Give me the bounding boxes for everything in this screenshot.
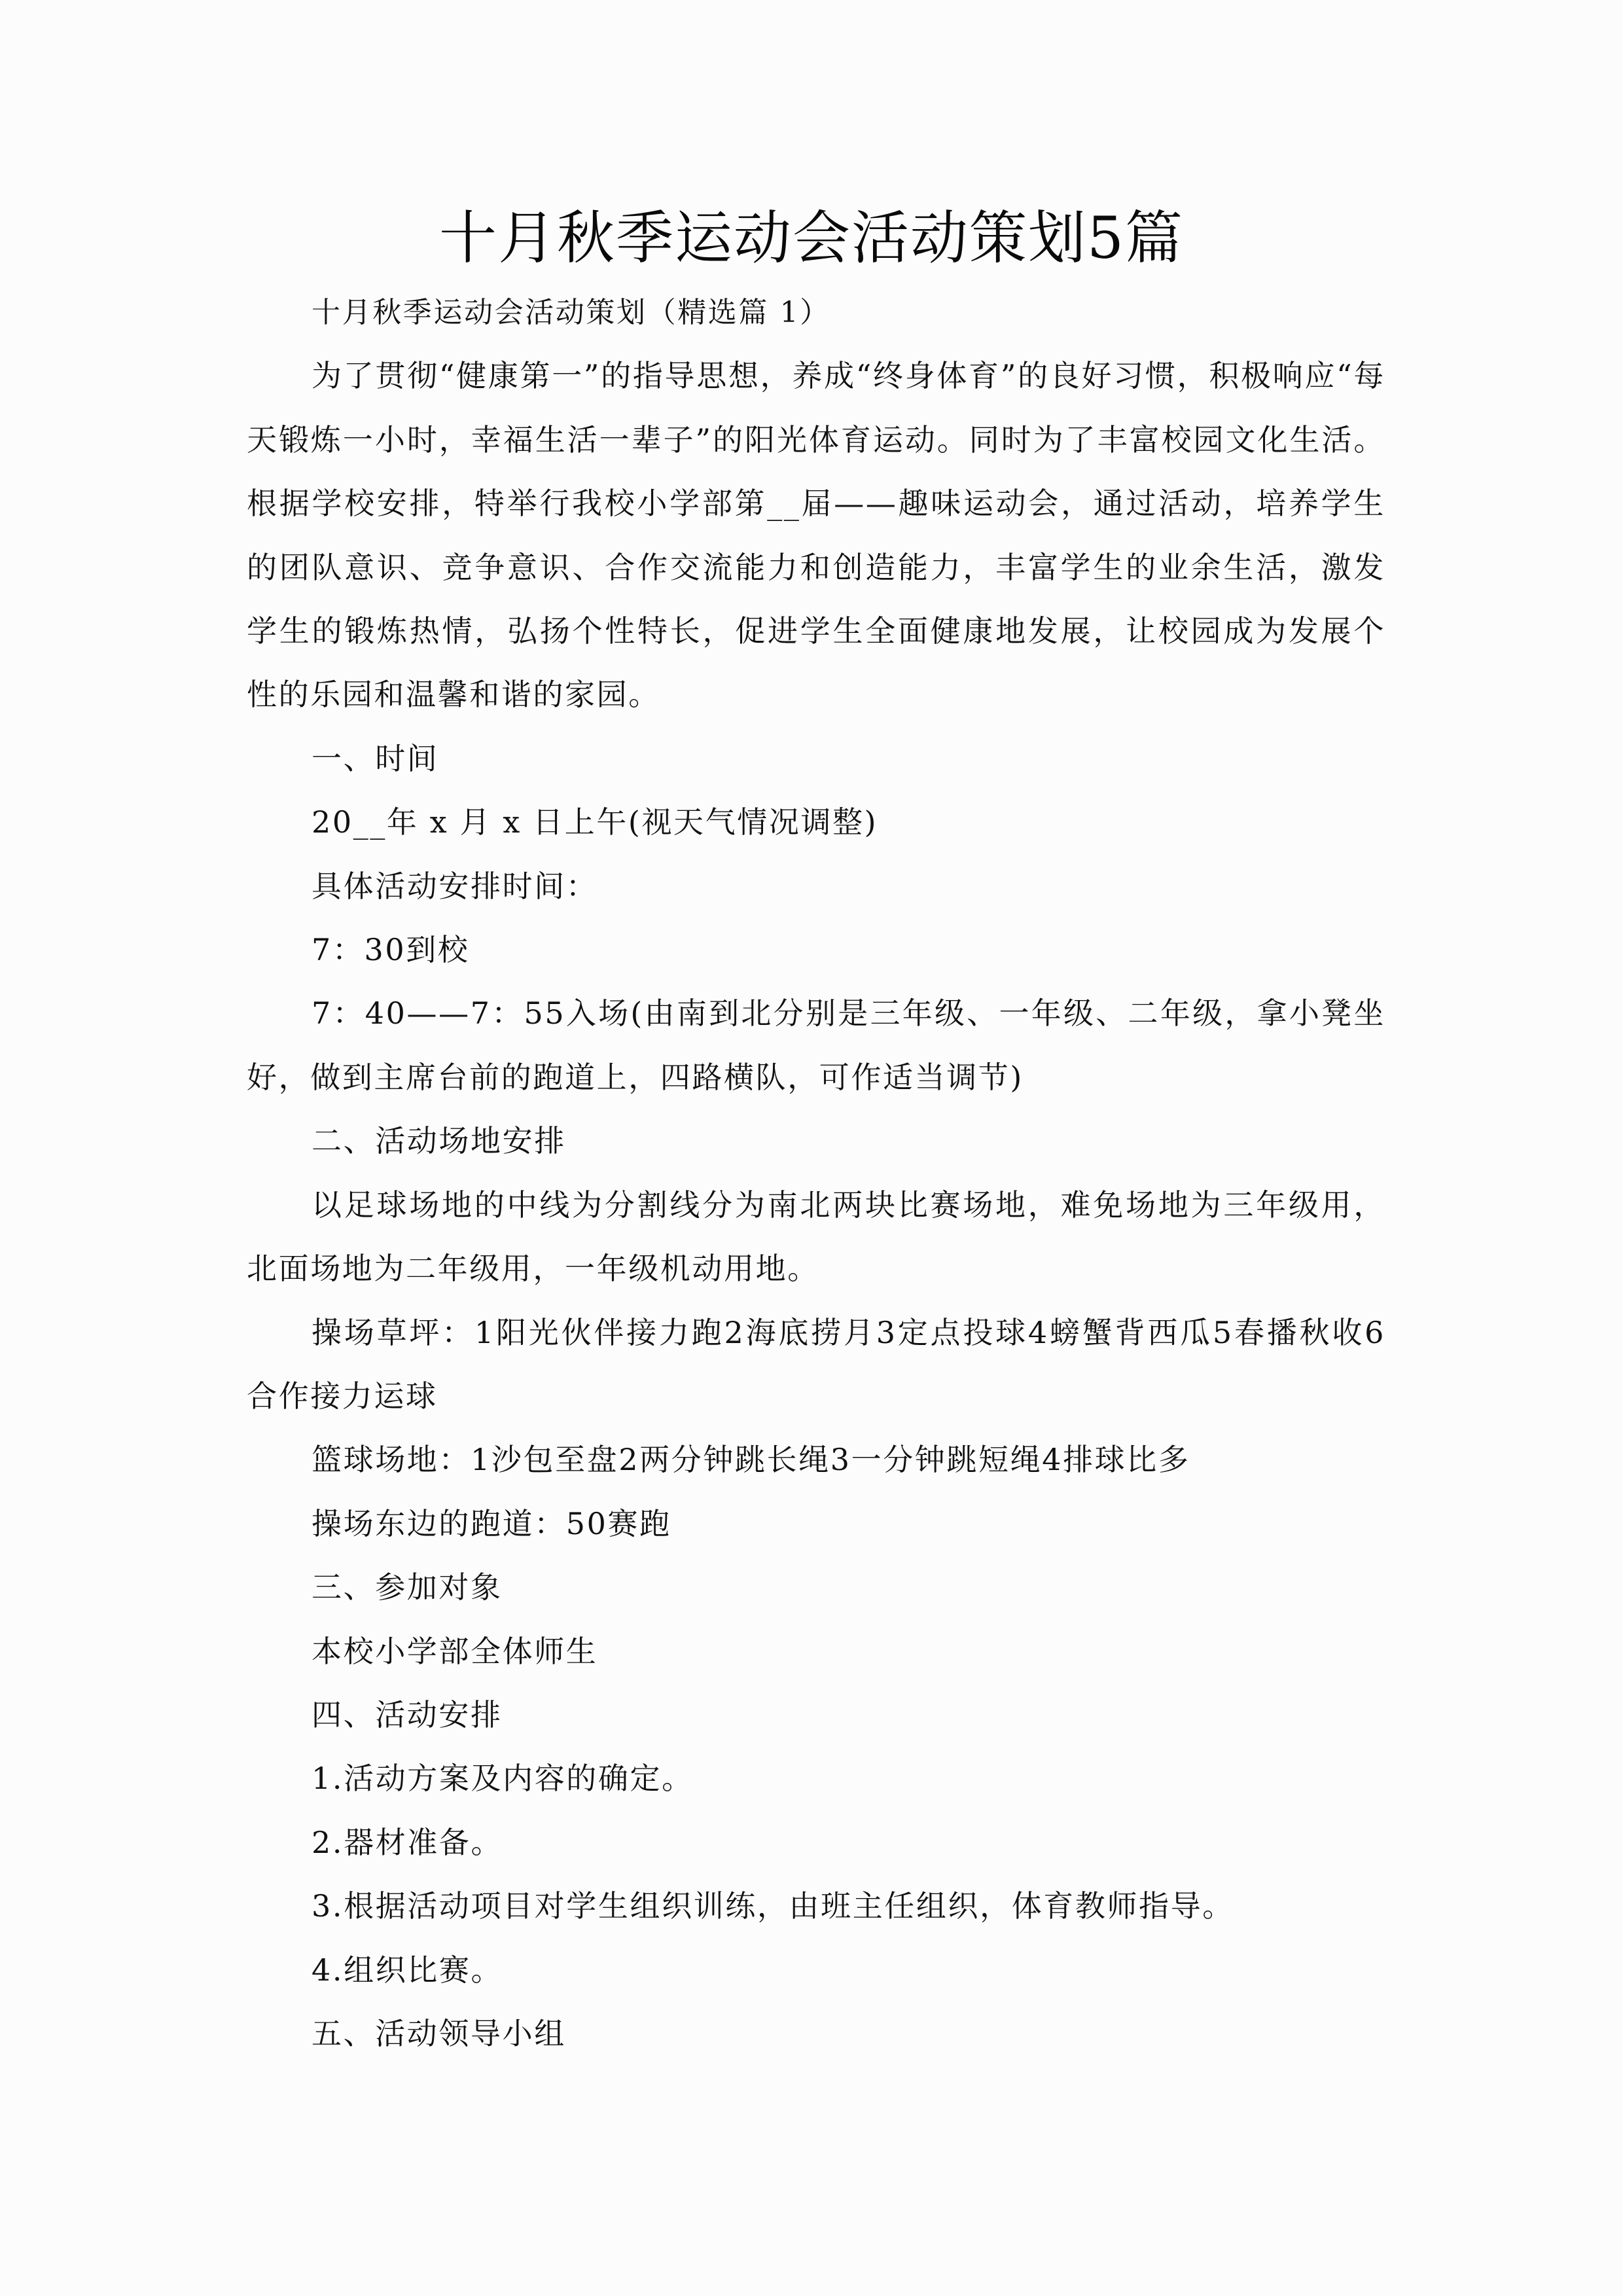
participants-text: 本校小学部全体师生 <box>312 1633 598 1669</box>
heading-arrangements: 四、活动安排 <box>312 1696 503 1732</box>
venue-lawn: 操场草坪：1阳光伙伴接力跑2海底捞月3定点投球4螃蟹背西瓜5春播秋收6合作接力运球 <box>247 1314 1385 1414</box>
document-body <box>247 281 1385 2066</box>
heading-venue: 二、活动场地安排 <box>312 1123 566 1159</box>
arrangement-item-3: 3.根据活动项目对学生组织训练，由班主任组织，体育教师指导。 <box>312 1888 1234 1924</box>
venue-basketball: 篮球场地：1沙包至盘2两分钟跳长绳3一分钟跳短绳4排球比多 <box>312 1442 1190 1478</box>
document-title: 十月秋季运动会活动策划5篇 <box>439 204 1184 272</box>
arrangement-item-2: 2.器材准备。 <box>312 1824 503 1860</box>
arrangement-item-4: 4.组织比赛。 <box>312 1952 503 1988</box>
heading-time: 一、时间 <box>312 740 439 776</box>
date-line: 20__年 x 月 x 日上午(视天气情况调整) <box>312 804 878 840</box>
heading-leadership: 五、活动领导小组 <box>312 2015 566 2051</box>
section-subtitle: 十月秋季运动会活动策划（精选篇 1） <box>312 296 830 329</box>
heading-participants: 三、参加对象 <box>312 1570 503 1605</box>
schedule-entry: 7：40——7：55入场(由南到北分别是三年级、一年级、二年级，拿小凳坐好，做到主席台前的跑道上，四路横队，可作适当调节) <box>247 996 1385 1095</box>
schedule-label: 具体活动安排时间： <box>312 868 598 904</box>
schedule-arrival: 7：30到校 <box>312 932 470 968</box>
venue-paragraph: 以足球场地的中线为分割线分为南北两块比赛场地，难免场地为三年级用，北面场地为二年级用，一年级机动用地。 <box>247 1187 1385 1287</box>
intro-paragraph: 为了贯彻“健康第一”的指导思想，养成“终身体育”的良好习惯，积极响应“每天锻炼一小时，幸福生活一辈子”的阳光体育运动。同时为了丰富校园文化生活。根据学校安排，特举行我校小学部第__届——趣味运动会，通过活动，培养学生的团队意识、竞争意识、合作交流能力和创造能力，丰富学生的业余生活，激发学生的锻炼热情，弘扬个性特长，促进学生全面健康地发展，让校园成为发展个性的乐园和温馨和谐的家园。 <box>247 358 1385 713</box>
venue-track: 操场东边的跑道：50赛跑 <box>312 1505 671 1541</box>
arrangement-item-1: 1.活动方案及内容的确定。 <box>312 1761 694 1797</box>
